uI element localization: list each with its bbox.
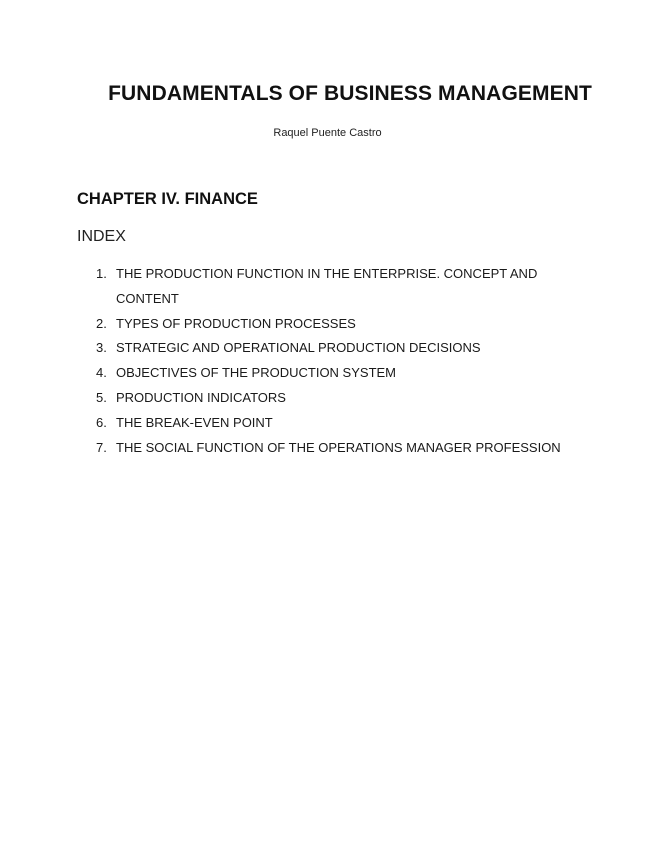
document-author: Raquel Puente Castro	[273, 127, 382, 139]
index-item	[96, 361, 566, 386]
index-item-text: PRODUCTION INDICATORS	[116, 389, 286, 405]
index-list	[96, 262, 566, 460]
chapter-heading: CHAPTER IV. FINANCE	[77, 190, 258, 208]
index-item-text: TYPES OF PRODUCTION PROCESSES	[116, 315, 356, 331]
index-heading: INDEX	[77, 228, 126, 245]
index-item	[96, 436, 566, 461]
index-item-text: STRATEGIC AND OPERATIONAL PRODUCTION DECISIONS	[116, 340, 481, 356]
index-item-text: THE BREAK-EVEN POINT	[116, 414, 273, 430]
index-item-number: 3.	[96, 340, 107, 356]
index-item	[96, 411, 566, 436]
index-item	[96, 262, 566, 312]
index-item	[96, 336, 566, 361]
document-title: FUNDAMENTALS OF BUSINESS MANAGEMENT	[108, 82, 592, 105]
index-item-number: 5.	[96, 389, 107, 405]
index-item	[96, 312, 566, 337]
index-item	[96, 386, 566, 411]
index-item-number: 1.	[96, 266, 107, 281]
index-item-text: THE PRODUCTION FUNCTION IN THE ENTERPRISE. CONCEPT AND CONTENT	[116, 266, 538, 306]
index-item-text: THE SOCIAL FUNCTION OF THE OPERATIONS MANAGER PROFESSION	[116, 439, 561, 455]
index-item-number: 4.	[96, 365, 107, 381]
index-item-text: OBJECTIVES OF THE PRODUCTION SYSTEM	[116, 365, 397, 381]
index-item-number: 7.	[96, 439, 107, 455]
index-item-number: 2.	[96, 315, 107, 331]
index-item-number: 6.	[96, 414, 107, 430]
